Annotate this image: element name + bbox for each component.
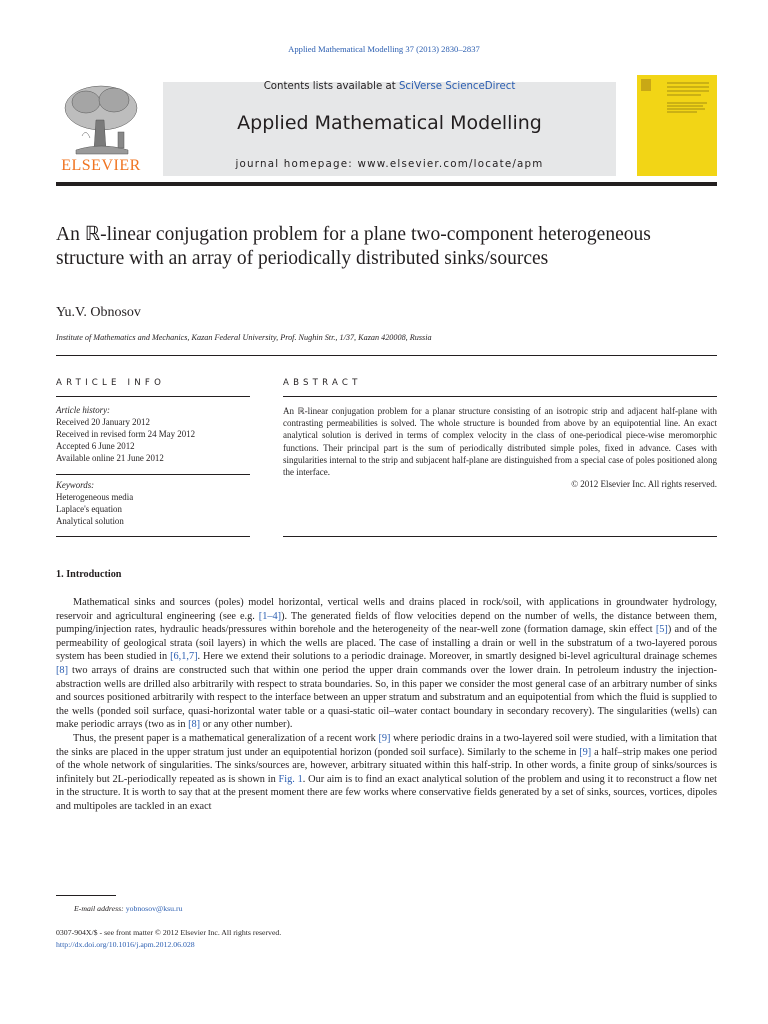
article-title: An ℝ-linear conjugation problem for a plane two-component heterogeneous structure with an array of periodically distributed sinks/sources bbox=[56, 224, 651, 269]
abstract-bottom-divider bbox=[283, 536, 717, 537]
history-label: Article history: bbox=[56, 405, 110, 415]
issn-line: 0307-904X/$ - see front matter © 2012 Elsevier Inc. All rights reserved. bbox=[56, 928, 282, 937]
journal-title: Applied Mathematical Modelling bbox=[237, 112, 542, 134]
intro-paragraph-1 bbox=[56, 596, 717, 732]
text-run: ) and of the permeability of geological strata (soil layers) in which the wells are placed. The case of installing a drain or well in the substratum of a two-layered porous system has been studied in bbox=[56, 624, 717, 663]
footnote-divider bbox=[56, 895, 116, 896]
section-heading-introduction: 1. Introduction bbox=[56, 569, 122, 580]
publisher-logo-text: ELSEVIER bbox=[61, 157, 141, 174]
author-name[interactable]: Yu.V. Obnosov bbox=[56, 305, 141, 320]
text-run: . Our aim is to find an exact analytical solution of the problem and using it to reconstruct a flow net in the structure. It is worth to say that at the present moment there are few works where conservative fields generated by a set of sinks, sources, vortices, dipoles and multipoles are tackled in an exact bbox=[56, 773, 717, 812]
sciencedirect-link[interactable]: SciVerse ScienceDirect bbox=[398, 81, 516, 92]
citation-link[interactable]: [6,1,7] bbox=[170, 651, 198, 663]
citation-link[interactable]: [5] bbox=[655, 624, 668, 636]
email-link[interactable]: yobnosov@ksu.ru bbox=[125, 904, 183, 913]
journal-cover-image bbox=[637, 75, 717, 176]
cover-art-icon bbox=[637, 75, 717, 176]
keywords-block bbox=[56, 479, 256, 527]
text-run: or any other number). bbox=[200, 719, 293, 731]
abstract-text: An ℝ-linear conjugation problem for a planar structure consisting of an isotropic strip and adjacent half-plane with contrasting permeabilities is solved. The whole structure is bounded from above by an equipotential line. An exact analytical solution is derived in terms of complex velocity in the class of one-periodical piece-wise meromorphic functions. Their principal part is the sum of periodically distributed simple poles, fixed in advance. Cases with singularities internal to the strip and subjacent half-plane are distinguished from a special case of poles positioned along the interface. bbox=[283, 406, 717, 478]
text-run: Thus, the present paper is a mathematical generalization of a recent work bbox=[73, 732, 379, 744]
abstract-block bbox=[283, 405, 717, 490]
article-history bbox=[56, 404, 256, 464]
doi-link[interactable]: http://dx.doi.org/10.1016/j.apm.2012.06.028 bbox=[56, 940, 195, 949]
citation-link[interactable]: [9] bbox=[378, 732, 391, 744]
keyword-item: Heterogeneous media bbox=[56, 492, 134, 502]
info-divider bbox=[56, 396, 250, 397]
text-run: a half–strip makes one period of the whole network of singularities. The sinks/sources are, however, arbitrary situated within this half-strip. In other words, a finite group of sinks/sources is infinitely but 2L-periodically repeated as is shown in bbox=[56, 746, 717, 785]
header-divider bbox=[56, 182, 717, 186]
citation-link[interactable]: [9] bbox=[579, 746, 592, 758]
citation-link[interactable]: [1–4] bbox=[258, 610, 282, 622]
keywords-label: Keywords: bbox=[56, 480, 95, 490]
abstract-heading: ABSTRACT bbox=[283, 378, 362, 388]
email-label: E-mail address: bbox=[74, 904, 126, 913]
history-item: Available online 21 June 2012 bbox=[56, 453, 164, 463]
text-run: Mathematical sinks and sources (poles) model horizontal, vertical wells and drains placed in rock/soil, with applications in groundwater hydrology, reservoir and agricultural engineering (see e.g. bbox=[56, 597, 717, 622]
abstract-copyright: © 2012 Elsevier Inc. All rights reserved. bbox=[571, 479, 717, 490]
intro-paragraph-2 bbox=[56, 732, 717, 814]
info-bottom-divider bbox=[56, 536, 250, 537]
text-run: ). The generated fields of flow velocities depend on the number of wells, the distance between them, pumping/injection rates, hydraulic heads/pressures within borehole and the heterogeneity of the near-well zone (formation damage, skin effect bbox=[56, 610, 717, 636]
citation-link[interactable]: [8] bbox=[56, 664, 69, 676]
email-footnote bbox=[74, 904, 182, 913]
history-item: Accepted 6 June 2012 bbox=[56, 441, 135, 451]
keyword-item: Analytical solution bbox=[56, 516, 124, 526]
text-run: . Here we extend their solutions to a periodic drainage. Moreover, in smartly designed bi-level agricultural drainage schemes bbox=[197, 651, 717, 663]
keyword-item: Laplace's equation bbox=[56, 504, 122, 514]
title-divider bbox=[56, 355, 717, 356]
journal-citation[interactable]: Applied Mathematical Modelling 37 (2013) 2830–2837 bbox=[288, 44, 480, 54]
figure-link[interactable]: Fig. 1 bbox=[278, 773, 303, 785]
journal-homepage bbox=[163, 158, 616, 170]
homepage-prefix: journal homepage: bbox=[235, 158, 358, 170]
history-item: Received in revised form 24 May 2012 bbox=[56, 429, 196, 439]
introduction-body bbox=[56, 596, 717, 814]
text-run: two arrays of drains are constructed such that within one period the upper drain commands over the lower drain. In petroleum industry the injection-abstraction wells are drilled also arbitrarily with respect to strata boundaries. So, in this paper we consider the most general case of an arbitrary number of sinks and sources positioned arbitrarily with respect to the interface between an upper stratum and substratum and an equipotential from which the fluid is supplied to the wells (ponded soil surface, quasi-horizontal water table or a quasi-static oil–water contact boundary in secondary recovery). The singularities (wells) can make periodic arrays (two as in bbox=[56, 664, 717, 731]
contents-prefix: Contents lists available at bbox=[263, 81, 399, 92]
author-affiliation: Institute of Mathematics and Mechanics, Kazan Federal University, Prof. Nughin Str., 1/37, Kazan 420008, Russia bbox=[56, 333, 432, 342]
citation-link[interactable]: [8] bbox=[188, 719, 201, 731]
abstract-divider bbox=[283, 396, 717, 397]
tree-logo-icon bbox=[56, 80, 146, 160]
article-info-heading: ARTICLE INFO bbox=[56, 378, 166, 388]
text-run: where periodic drains in a two-layered soil were studied, with a limitation that the sinks are placed in the upper stratum just under an equipotential horizon (ponded soil surface). Similarly to the scheme in bbox=[56, 732, 717, 758]
history-item: Received 20 January 2012 bbox=[56, 417, 150, 427]
keywords-divider bbox=[56, 474, 250, 475]
homepage-link[interactable]: www.elsevier.com/locate/apm bbox=[357, 158, 544, 170]
contents-line bbox=[163, 81, 616, 92]
